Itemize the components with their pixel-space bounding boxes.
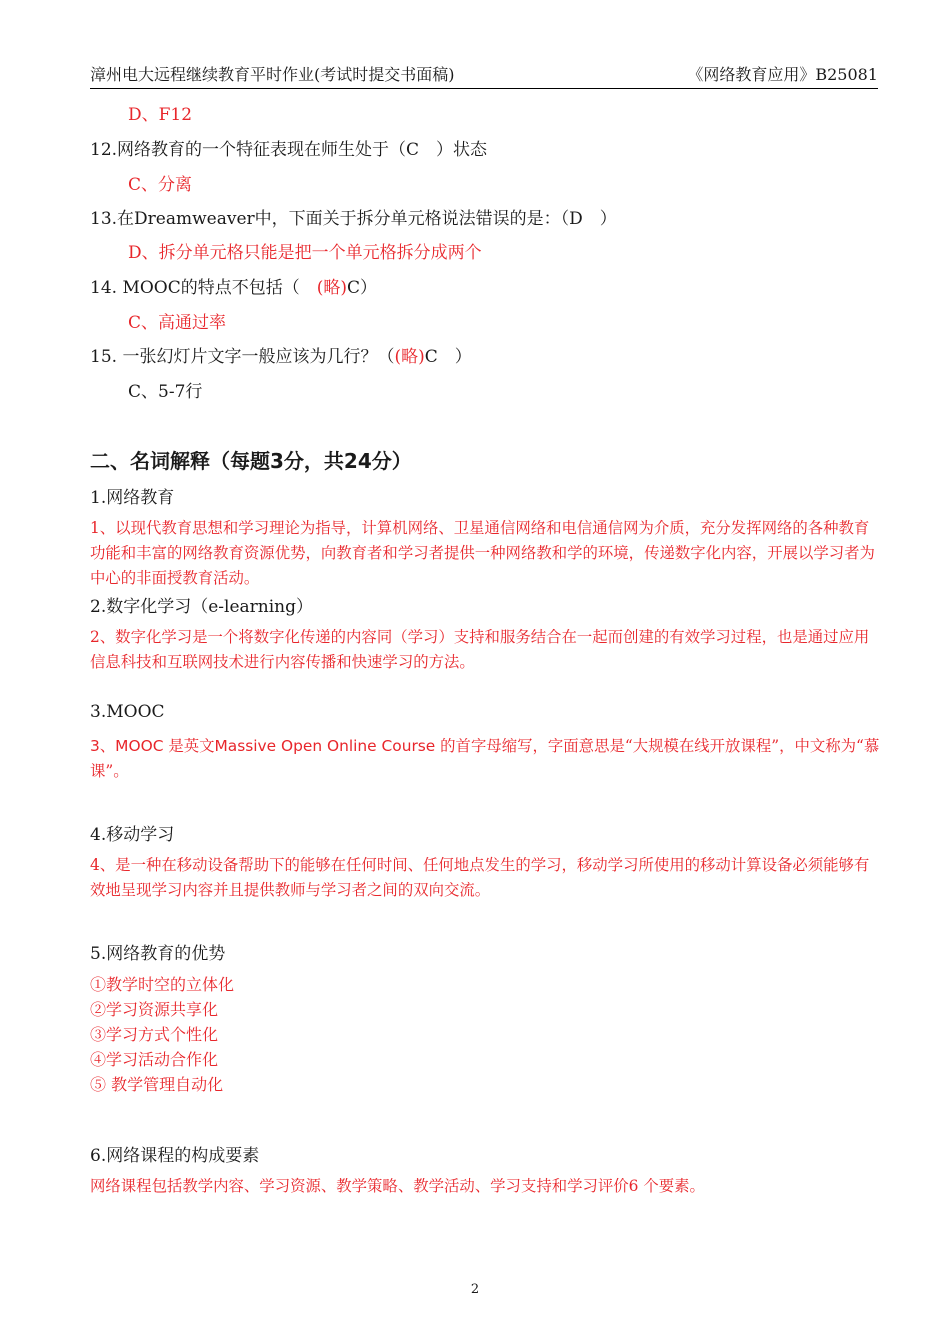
list-item: ②学习资源共享化 — [90, 1000, 219, 1019]
answer-15: C、5-7行 — [128, 382, 203, 402]
question-12: 12.网络教育的一个特征表现在师生处于（C ）状态 — [90, 140, 488, 160]
page-header — [90, 62, 878, 89]
header-left-title: 漳州电大远程继续教育平时作业(考试时提交书面稿) — [90, 65, 455, 84]
question-14 — [90, 273, 377, 298]
question-14-tail: C） — [347, 278, 378, 298]
question-14-mark: (略) — [316, 278, 347, 298]
list-item: ③学习方式个性化 — [90, 1025, 219, 1044]
list-item: ①教学时空的立体化 — [90, 975, 235, 994]
answer-11: D、F12 — [128, 105, 193, 125]
question-13: 13.在Dreamweaver中，下面关于拆分单元格说法错误的是：（D ） — [90, 209, 617, 229]
term-6: 6.网络课程的构成要素 — [90, 1146, 260, 1166]
term-2: 2.数字化学习（e-learning） — [90, 597, 314, 617]
definition-2: 2、数字化学习是一个将数字化传递的内容同（学习）支持和服务结合在一起而创建的有效学习过程，也是通过应用信息科技和互联网技术进行内容传播和快速学习的方法。 — [90, 628, 870, 671]
term-1: 1.网络教育 — [90, 488, 175, 508]
page-number: 2 — [470, 1282, 480, 1297]
question-15 — [90, 342, 472, 367]
advantages-list — [90, 972, 234, 1097]
answer-13: D、拆分单元格只能是把一个单元格拆分成两个 — [128, 243, 482, 263]
list-item: ④学习活动合作化 — [90, 1050, 219, 1069]
definition-4: 4、是一种在移动设备帮助下的能够在任何时间、任何地点发生的学习，移动学习所使用的移动计算设备必须能够有效地呈现学习内容并且提供教师与学习者之间的双向交流。 — [90, 856, 870, 899]
question-15-mark: (略) — [394, 347, 425, 367]
question-15-text: 15. 一张幻灯片文字一般应该为几行？（ — [90, 347, 395, 367]
term-3: 3.MOOC — [90, 702, 165, 722]
question-15-tail: C ） — [424, 347, 472, 367]
definition-1: 1、以现代教育思想和学习理论为指导，计算机网络、卫星通信网络和电信通信网为介质，充分发挥网络的各种教育功能和丰富的网络教育资源优势，向教育者和学习者提供一种网络教和学的环境，传递数字化内容，开展以学习者为中心的非面授教育活动。 — [90, 519, 875, 587]
answer-14: C、高通过率 — [128, 313, 227, 333]
definition-3-text: 的首字母缩写，字面意思是“大规模在线开放课程”，中文称为“慕课”。 — [90, 737, 880, 780]
term-5: 5.网络教育的优势 — [90, 944, 226, 964]
answer-12: C、分离 — [128, 175, 193, 195]
list-item: ⑤ 教学管理自动化 — [90, 1075, 224, 1094]
definition-6: 网络课程包括教学内容、学习资源、教学策略、教学活动、学习支持和学习评价6 个要素。 — [90, 1177, 705, 1195]
term-4: 4.移动学习 — [90, 825, 175, 845]
question-14-text: 14. MOOC的特点不包括（ — [90, 278, 317, 298]
section-heading: 二、名词解释（每题3分，共24分） — [90, 449, 412, 473]
definition-3-acronym: 3、MOOC 是英文Massive Open Online Course — [90, 737, 436, 755]
header-right-title: 《网络教育应用》B25081 — [687, 65, 878, 84]
definition-3 — [90, 734, 880, 784]
